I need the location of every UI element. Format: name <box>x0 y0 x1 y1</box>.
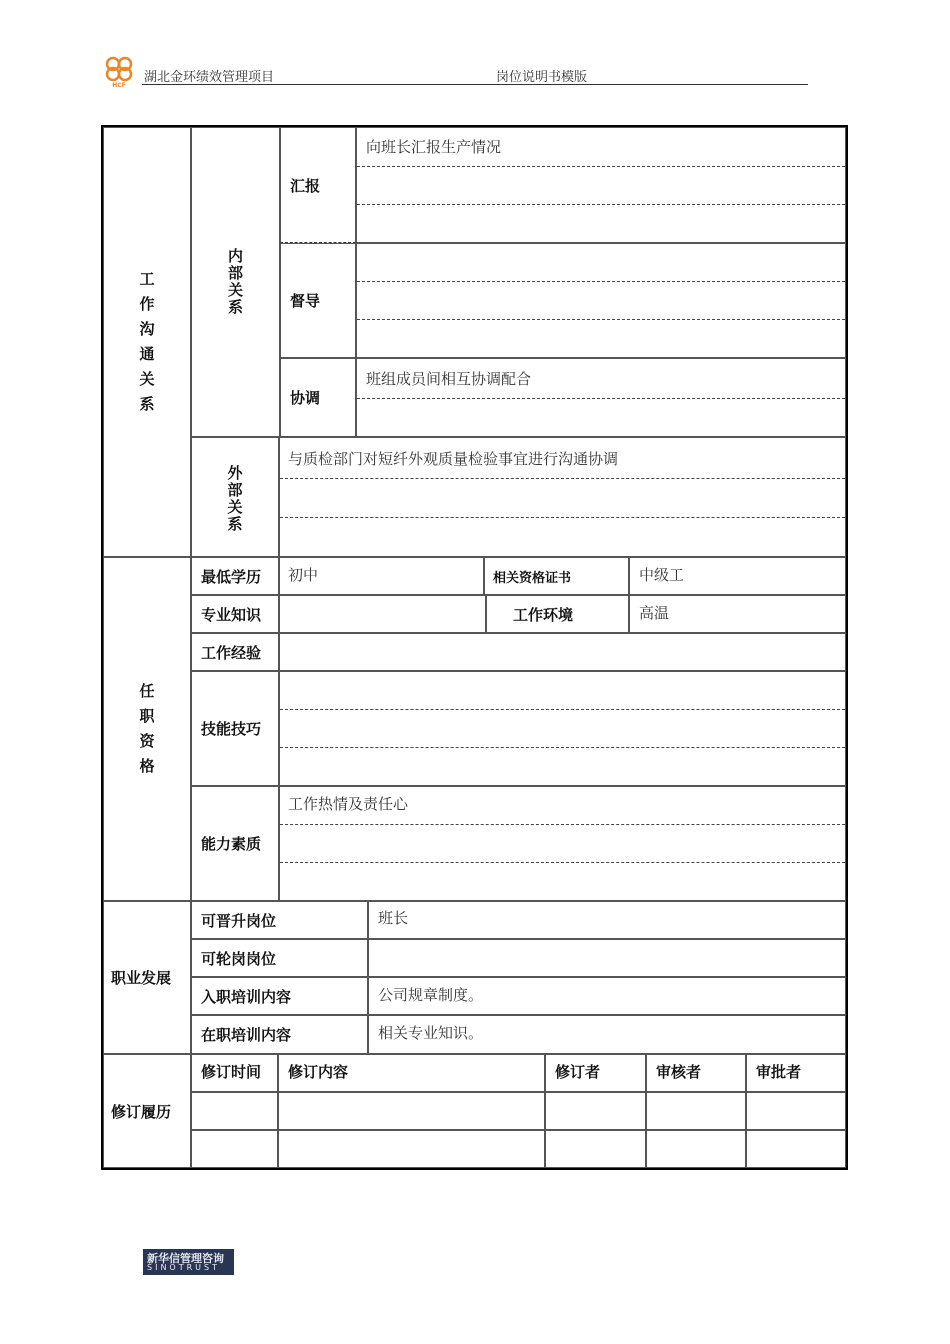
onjob-label: 在职培训内容 <box>191 1015 368 1054</box>
revision-cell[interactable] <box>545 1130 646 1168</box>
dashed-line <box>280 517 845 518</box>
certificate-value: 中级工 <box>639 566 685 584</box>
header-divider <box>142 84 808 85</box>
report-label: 汇报 <box>280 127 356 243</box>
dashed-line <box>357 204 845 205</box>
revision-cell[interactable] <box>545 1092 646 1130</box>
revision-cell[interactable] <box>646 1130 746 1168</box>
education-value: 初中 <box>288 566 319 584</box>
rotation-label: 可轮岗岗位 <box>191 939 368 977</box>
certificate-label: 相关资格证书 <box>484 557 629 595</box>
project-name: 湖北金环绩效管理项目 <box>144 70 275 85</box>
experience-label: 工作经验 <box>191 633 279 671</box>
skills-field[interactable] <box>279 671 846 786</box>
ability-field[interactable] <box>279 786 846 901</box>
logo-text: HCF <box>112 82 126 88</box>
career-section-label: 职业发展 <box>103 901 191 1054</box>
knowledge-field[interactable] <box>279 595 486 633</box>
education-label: 最低学历 <box>191 557 279 595</box>
internal-relations-label: 内 部 关 系 <box>191 127 280 437</box>
ability-label: 能力素质 <box>191 786 279 901</box>
sinotrust-logo <box>143 1249 234 1275</box>
certificate-field[interactable] <box>629 557 846 595</box>
onboarding-value: 公司规章制度。 <box>378 986 484 1004</box>
coordinate-label: 协调 <box>280 358 356 437</box>
supervise-label: 督导 <box>280 243 356 358</box>
coordinate-text: 班组成员间相互协调配合 <box>366 370 532 388</box>
onboarding-label: 入职培训内容 <box>191 977 368 1015</box>
revision-col-content: 修订内容 <box>278 1054 545 1092</box>
report-field[interactable] <box>356 127 846 243</box>
revision-col-time: 修订时间 <box>191 1054 278 1092</box>
dashed-line <box>357 398 845 399</box>
revision-cell[interactable] <box>278 1130 545 1168</box>
environment-value: 高温 <box>639 604 670 622</box>
skills-label: 技能技巧 <box>191 671 279 786</box>
promotion-value: 班长 <box>378 909 409 927</box>
revision-cell[interactable] <box>746 1130 846 1168</box>
ability-text: 工作热情及责任心 <box>288 795 409 813</box>
environment-label: 工作环境 <box>486 595 629 633</box>
dashed-line <box>280 709 845 710</box>
revision-cell[interactable] <box>278 1092 545 1130</box>
revision-col-approver: 审批者 <box>746 1054 846 1092</box>
external-relations-field[interactable] <box>279 437 846 557</box>
rotation-field[interactable] <box>368 939 846 977</box>
onjob-value: 相关专业知识。 <box>378 1024 484 1042</box>
dashed-line <box>280 478 845 479</box>
dashed-line <box>357 319 845 320</box>
revision-cell[interactable] <box>191 1130 278 1168</box>
education-field[interactable] <box>279 557 484 595</box>
document-title: 岗位说明书模版 <box>496 70 588 85</box>
communication-section-label: 工 作 沟 通 关 系 <box>103 127 191 557</box>
footer-brand-en: SINOTRUST <box>147 1263 220 1272</box>
report-text: 向班长汇报生产情况 <box>366 138 502 156</box>
revision-col-reviser: 修订者 <box>545 1054 646 1092</box>
external-text: 与质检部门对短纤外观质量检验事宜进行沟通协调 <box>288 450 619 468</box>
revision-section-label: 修订履历 <box>103 1054 191 1168</box>
knowledge-label: 专业知识 <box>191 595 279 633</box>
supervise-field[interactable] <box>356 243 846 358</box>
onjob-field[interactable] <box>368 1015 846 1054</box>
external-relations-label: 外 部 关 系 <box>191 437 279 557</box>
dashed-line <box>357 281 845 282</box>
experience-field[interactable] <box>279 633 846 671</box>
revision-col-reviewer: 审核者 <box>646 1054 746 1092</box>
dashed-line <box>280 862 845 863</box>
revision-cell[interactable] <box>191 1092 278 1130</box>
revision-cell[interactable] <box>746 1092 846 1130</box>
environment-field[interactable] <box>629 595 846 633</box>
footer-brand-cn: 新华信管理咨询 <box>147 1252 224 1265</box>
promotion-label: 可晋升岗位 <box>191 901 368 939</box>
page-header <box>100 54 808 86</box>
dashed-line <box>280 747 845 748</box>
revision-cell[interactable] <box>646 1092 746 1130</box>
dashed-line <box>357 166 845 167</box>
promotion-field[interactable] <box>368 901 846 939</box>
onboarding-field[interactable] <box>368 977 846 1015</box>
coordinate-field[interactable] <box>356 358 846 437</box>
qualification-section-label: 任 职 资 格 <box>103 557 191 901</box>
dashed-line <box>280 824 845 825</box>
hcf-logo-icon <box>100 54 140 88</box>
